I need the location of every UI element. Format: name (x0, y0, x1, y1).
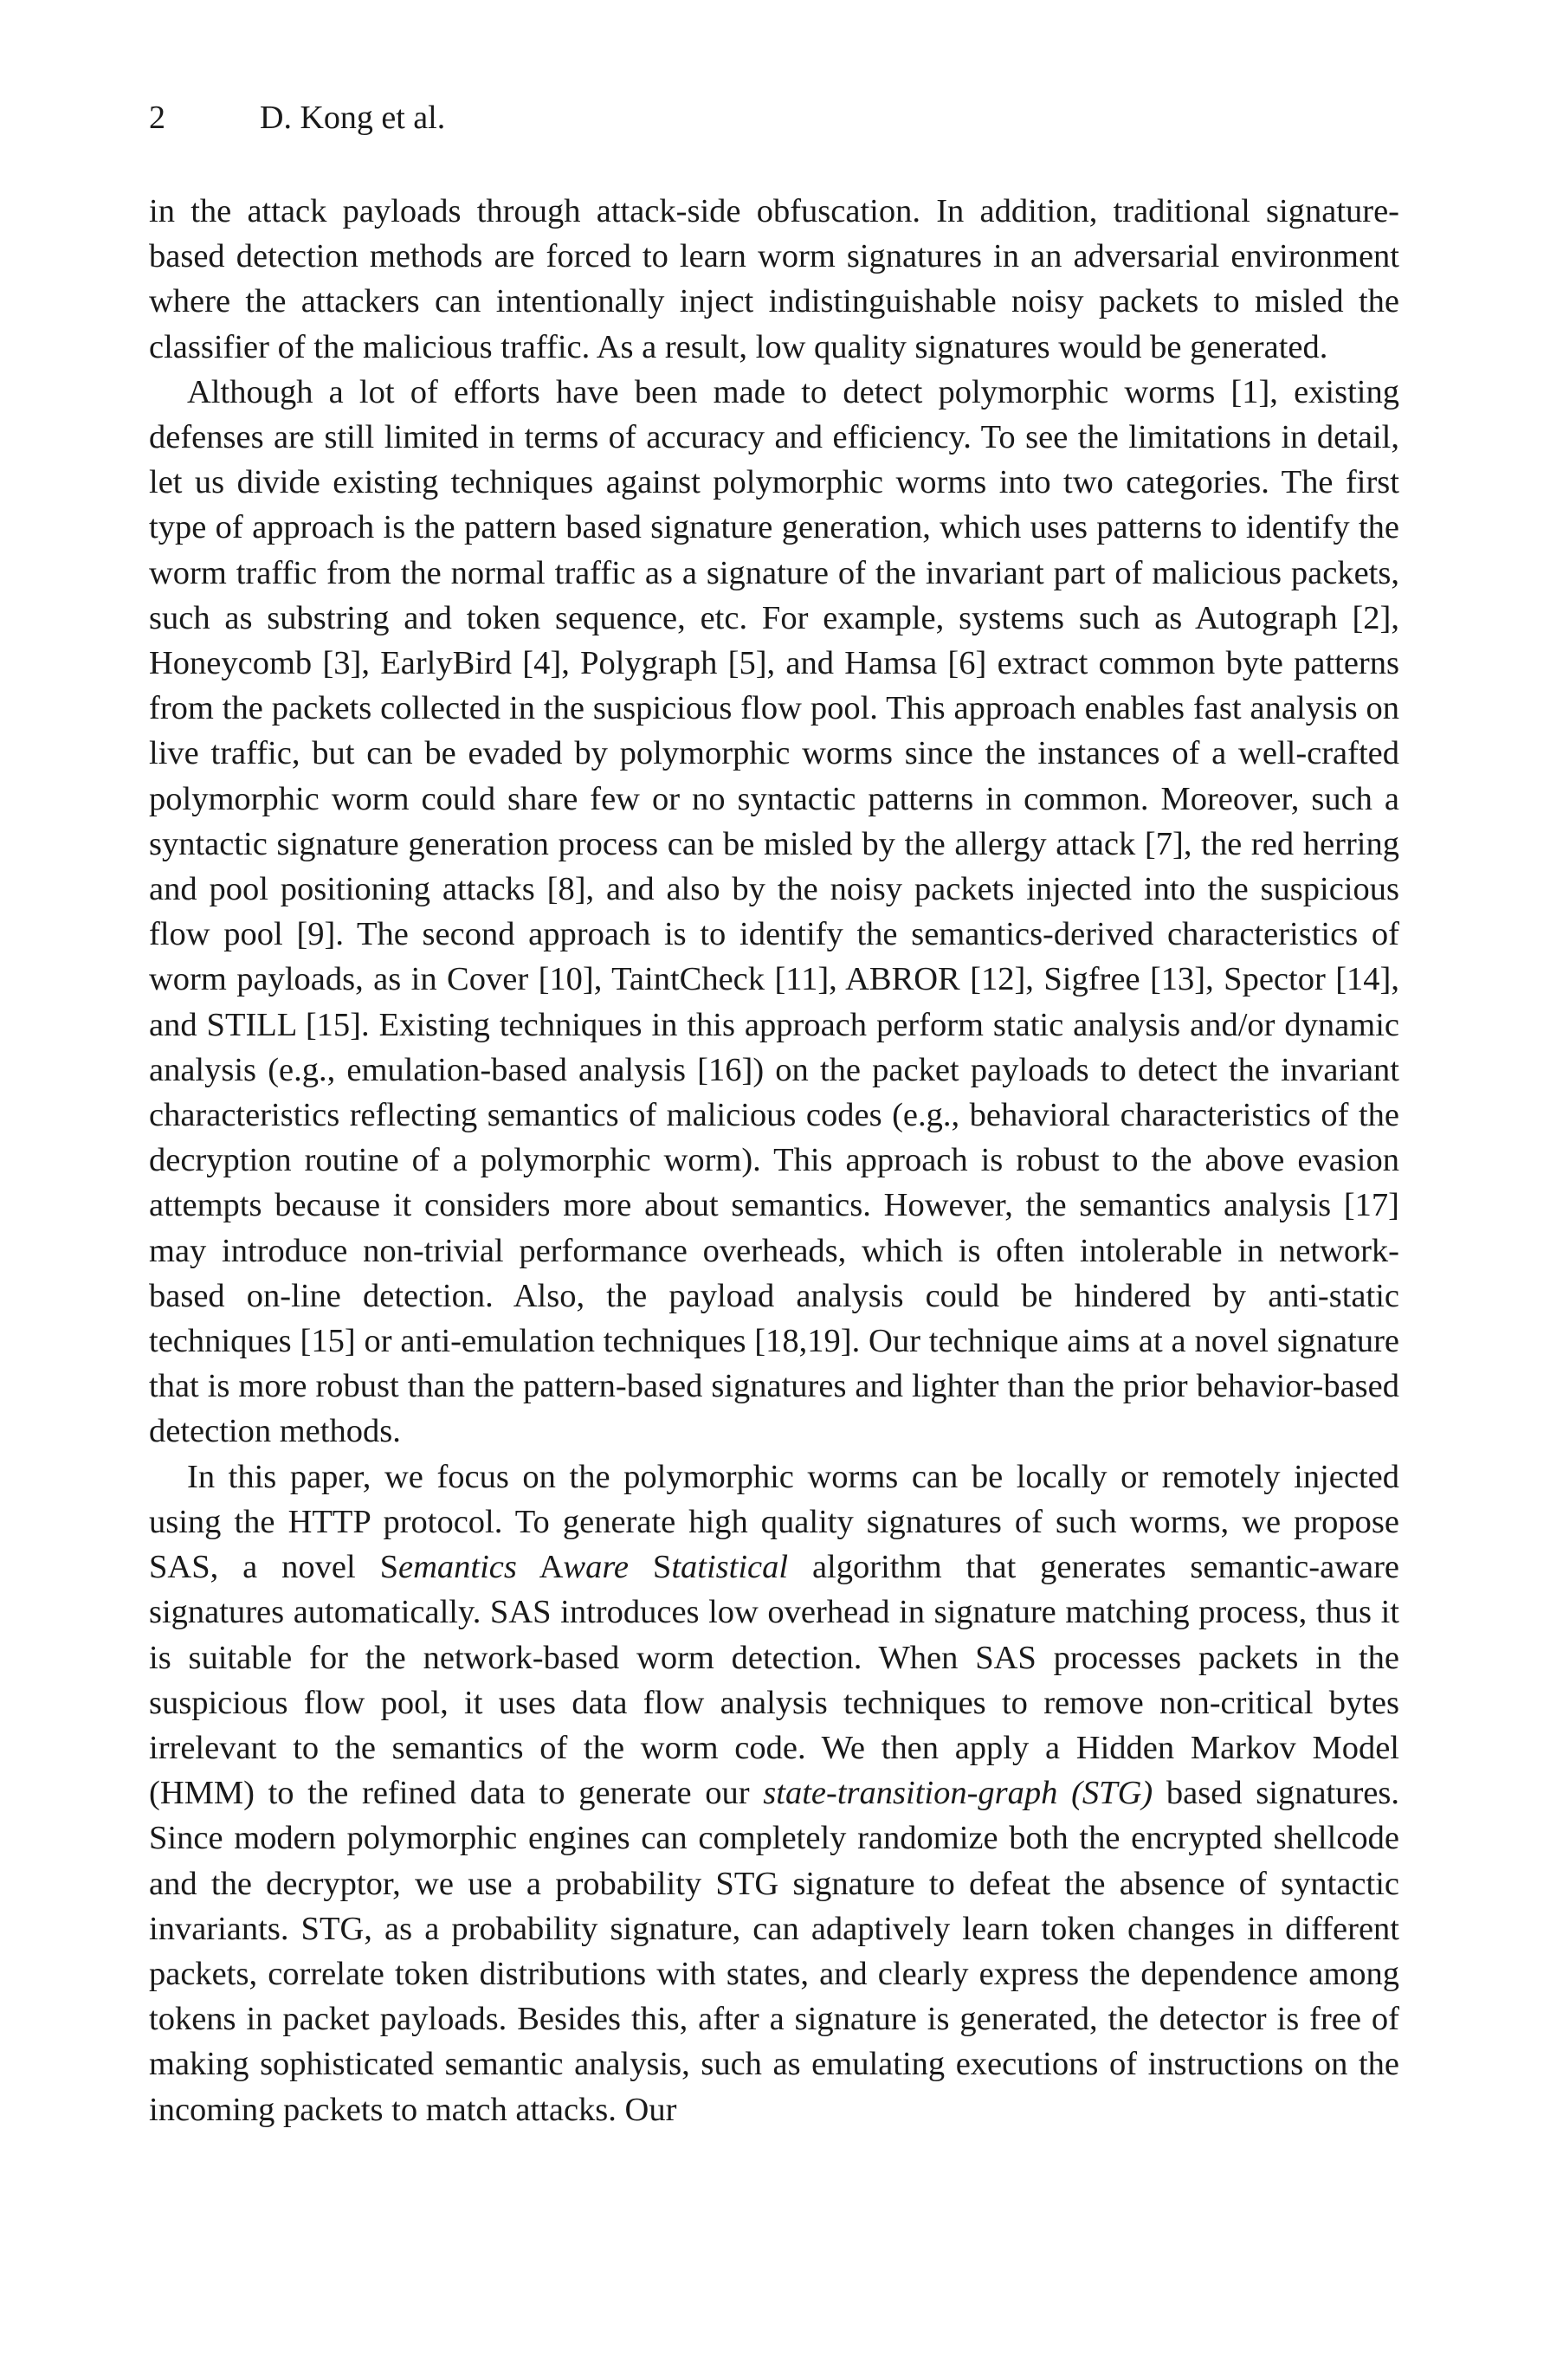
paragraph-3-em-stg: state-transition-graph (STG) (763, 1775, 1153, 1812)
paragraph-3-em-semantics: emantics (397, 1549, 517, 1586)
paragraph-3-em-statistical: tatistical (671, 1549, 789, 1586)
paragraph-3-text-g: algorithm that generates semantic-aware signatures automatically. SAS introduces low overhead in signature matching process, thus it is suitable for the network-based worm detection. When SAS processes packets in the suspicious flow pool, it uses data flow analysis techniques to remove non-critical bytes irrelevant to the semantics of the worm code. We then apply a Hidden Markov Model (HMM) to the refined data to generate our (149, 1549, 1399, 1812)
paragraph-3-text-i: based signatures. Since modern polymorphic engines can completely randomize both the encrypted shellcode and the decryptor, we use a probability STG signature to defeat the absence of syntactic invariants. STG, as a probability signature, can adaptively learn token changes in different packets, correlate token distributions with states, and clearly express the dependence among tokens in packet payloads. Besides this, after a signature is generated, the detector is free of making sophisticated semantic analysis, such as emulating executions of instructions on the incoming packets to match attacks. Our (149, 1775, 1399, 2128)
body-text (149, 189, 1399, 2132)
paragraph-1: in the attack payloads through attack-side obfuscation. In addition, traditional signature-based detection methods are forced to learn worm signatures in an adversarial environment where the attackers can intentionally inject indistinguishable noisy packets to misled the classifier of the malicious traffic. As a result, low quality signatures would be generated. (149, 193, 1399, 365)
paragraph-3 (149, 1454, 1399, 2132)
running-head (149, 97, 445, 139)
paragraph-3-text-c: A (516, 1549, 564, 1586)
paragraph-3-text-e: S (629, 1549, 672, 1586)
running-head-authors: D. Kong et al. (260, 100, 446, 136)
paragraph-2: Although a lot of efforts have been made to detect polymorphic worms [1], existing defenses are still limited in terms of accuracy and efficiency. To see the limitations in detail, let us divide existing techniques against polymorphic worms into two categories. The first type of approach is the pattern based signature generation, which uses patterns to identify the worm traffic from the normal traffic as a signature of the invariant part of malicious packets, such as substring and token sequence, etc. For example, systems such as Autograph [2], Honeycomb [3], EarlyBird [4], Polygraph [5], and Hamsa [6] extract common byte patterns from the packets collected in the suspicious flow pool. This approach enables fast analysis on live traffic, but can be evaded by polymorphic worms since the instances of a well-crafted polymorphic worm could share few or no syntactic patterns in common. Moreover, such a syntactic signature generation process can be misled by the allergy attack [7], the red herring and pool positioning attacks [8], and also by the noisy packets injected into the suspicious flow pool [9]. The second approach is to identify the semantics-derived characteristics of worm payloads, as in Cover [10], TaintCheck [11], ABROR [12], Sigfree [13], Spector [14], and STILL [15]. Existing techniques in this approach perform static analysis and/or dynamic analysis (e.g., emulation-based analysis [16]) on the packet payloads to detect the invariant characteristics reflecting semantics of malicious codes (e.g., behavioral characteristics of the decryption routine of a polymorphic worm). This approach is robust to the above evasion attempts because it considers more about semantics. However, the semantics analysis [17] may introduce non-trivial performance overheads, which is often intolerable in network-based on-line detection. Also, the payload analysis could be hindered by anti-static techniques [15] or anti-emulation techniques [18,19]. Our technique aims at a novel signature that is more robust than the pattern-based signatures and lighter than the prior behavior-based detection methods. (149, 373, 1399, 1450)
paragraph-3-text-a: In this paper, we focus on the polymorphic worms can be locally or remotely injected using the HTTP protocol. To generate high quality signatures of such worms, we propose SAS, a novel S (149, 1458, 1399, 1586)
paragraph-3-em-aware: ware (563, 1549, 629, 1586)
page-number: 2 (149, 100, 165, 136)
